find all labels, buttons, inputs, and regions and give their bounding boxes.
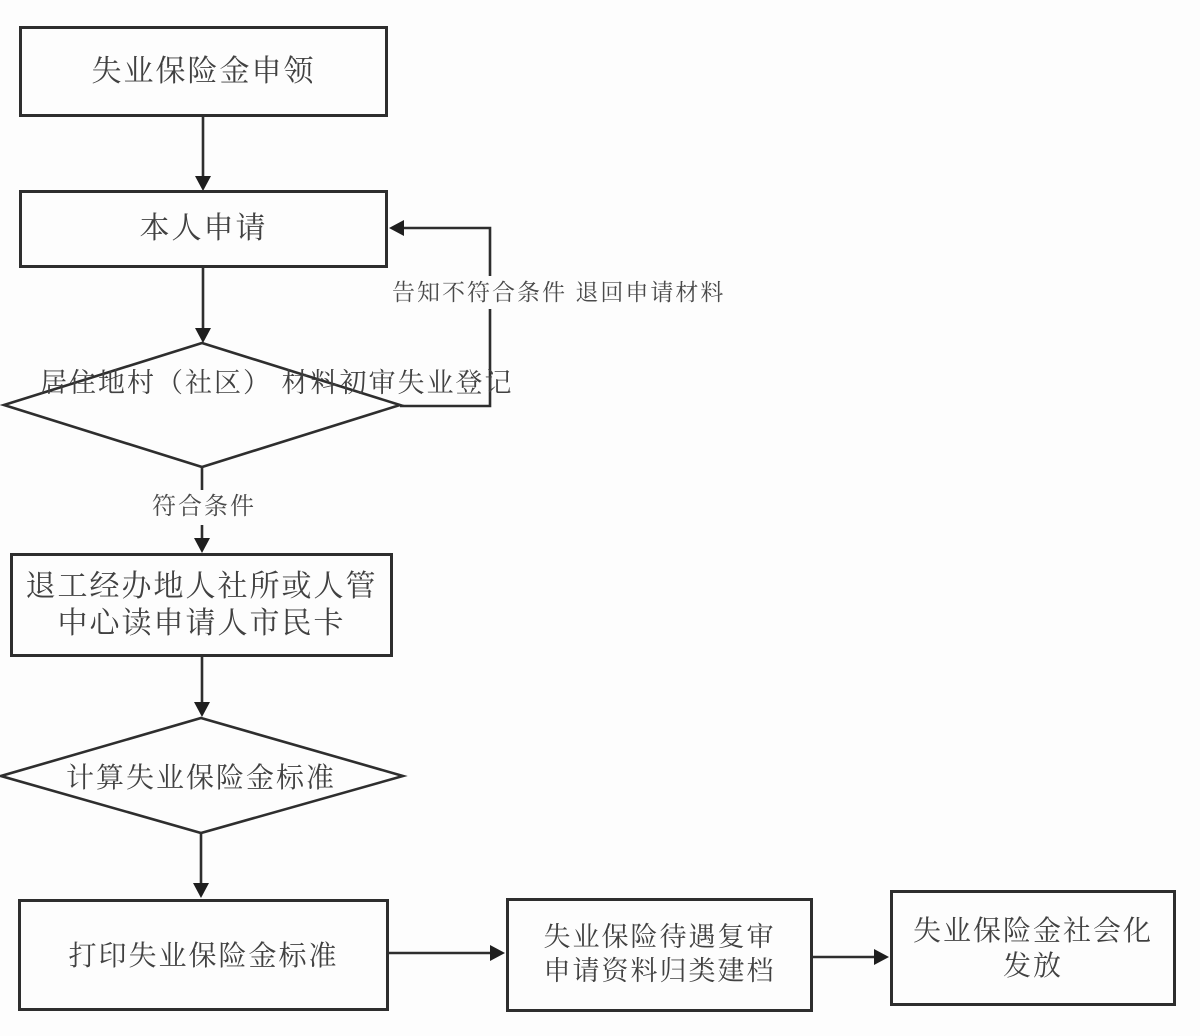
node-apply-claim-label: 失业保险金申领 [91, 54, 316, 88]
edge-label-reject-line1: 告知不符合条件 [392, 279, 567, 305]
node-print-standard [18, 899, 389, 1011]
decision-calculate-standard-label [30, 760, 372, 797]
node-personal-application [19, 190, 388, 268]
edge-label-reject [392, 276, 726, 309]
node-apply-claim [19, 26, 388, 117]
node-read-citizen-card [10, 553, 393, 657]
arrowhead [195, 176, 211, 191]
decision-community-review-shape [4, 343, 400, 467]
arrowhead [194, 538, 210, 553]
arrowhead [195, 328, 211, 343]
node-socialized-payment [890, 890, 1176, 1006]
node-review-and-archive-line1: 失业保险待遇复审 [543, 922, 776, 953]
decision-community-review-line1: 居住地村（社区） [40, 368, 272, 398]
node-socialized-payment-line1: 失业保险金社会化 [912, 915, 1153, 946]
node-personal-application-label: 本人申请 [139, 212, 268, 246]
edge-label-accept: 符合条件 [146, 490, 262, 525]
node-read-citizen-card-line2: 中心读申请人市民卡 [57, 607, 346, 640]
node-review-and-archive-line2: 申请资料归类建档 [543, 956, 776, 986]
node-print-standard-label: 打印失业保险金标准 [68, 939, 339, 971]
edge-label-reject-line2: 退回申请材料 [575, 279, 726, 305]
arrowhead [389, 220, 404, 236]
node-read-citizen-card-line1: 退工经办地人社所或人管 [25, 569, 378, 603]
decision-community-review-label [40, 366, 514, 402]
decision-community-review-line2: 材料初审失业登记 [281, 368, 514, 398]
node-review-and-archive [506, 898, 813, 1012]
arrowhead [490, 945, 505, 961]
arrowhead [874, 949, 889, 965]
decision-calculate-standard-text: 计算失业保险金标准 [65, 762, 336, 793]
node-socialized-payment-line2: 发放 [1002, 950, 1063, 981]
arrowhead [194, 702, 210, 717]
arrowhead [193, 883, 209, 898]
